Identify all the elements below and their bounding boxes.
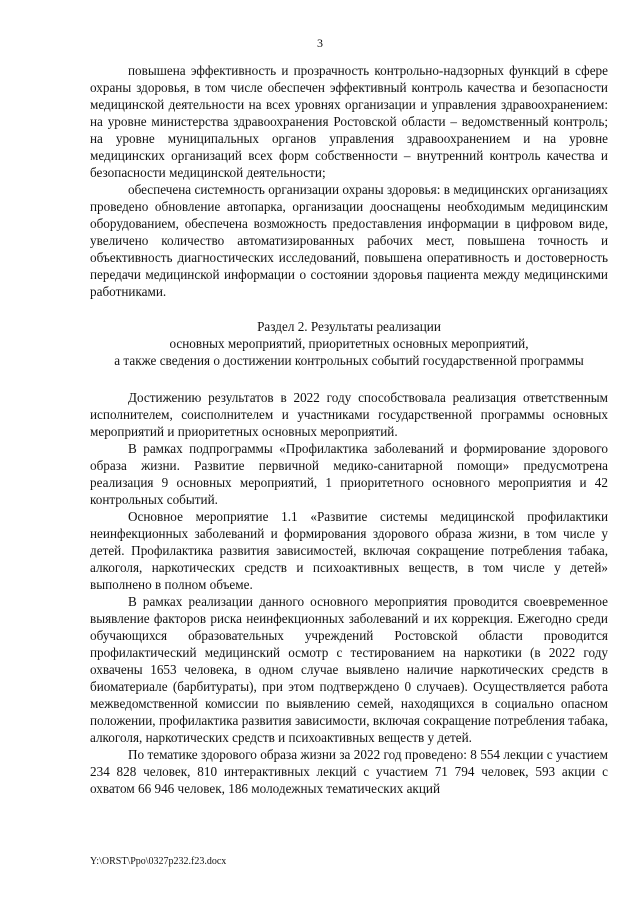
paragraph: Основное мероприятие 1.1 «Развитие системы медицинской профилактики неинфекционных заболеваний и формирования здорового образа жизни, в том числе у детей. Профилактика развития зависимостей, включая сокращение потребления табака, алкоголя, наркотических средств и психоактивных веществ, в том числе у детей» выполнено в полном объеме. bbox=[90, 509, 608, 592]
paragraph: обеспечена системность организации охраны здоровья: в медицинских организациях проведено обновление автопарка, организации дооснащены необходимым медицинским оборудованием, обеспечена возможность предоставления информации в цифровом виде, увеличено количество автоматизированных рабочих мест, повышена точность и объективность диагностических исследований, повышена оперативность и достоверность передачи медицинской информации о состоянии здоровья пациента между медицинскими работниками. bbox=[90, 182, 608, 299]
section-heading bbox=[90, 318, 608, 369]
paragraph: повышена эффективность и прозрачность контрольно-надзорных функций в сфере охраны здоровья, в том числе обеспечен эффективный контроль качества и безопасности медицинской деятельности на всех уровнях организации и управления здравоохранением: на уровне министерства здравоохранения Ростовской области – ведомственный контроль; на уровне муниципальных органов управления здравоохранением и на уровне медицинских организаций всех форм собственности – внутренний контроль качества и безопасности медицинской деятельности; bbox=[90, 63, 608, 180]
paragraph: Достижению результатов в 2022 году способствовала реализация ответственным исполнителем, соисполнителем и участниками государственной программы основных мероприятий и приоритетных основных мероприятий. bbox=[90, 390, 608, 439]
paragraph: По тематике здорового образа жизни за 2022 год проведено: 8 554 лекции с участием 234 828 человек, 810 интерактивных лекций с участием 71 794 человек, 593 акции с охватом 66 946 человек, 186 молодежных тематических акций bbox=[90, 747, 608, 796]
page-number: 3 bbox=[317, 36, 323, 50]
section-heading-line: а также сведения о достижении контрольных событий государственной программы bbox=[114, 353, 584, 368]
section-heading-line: Раздел 2. Результаты реализации bbox=[257, 319, 441, 334]
document-body bbox=[90, 62, 608, 797]
paragraph: В рамках подпрограммы «Профилактика заболеваний и формирование здорового образа жизни. Развитие первичной медико-санитарной помощи» предусмотрена реализация 9 основных мероприятий, 1 приоритетного основного мероприятия и 42 контрольных событий. bbox=[90, 441, 608, 507]
paragraph: В рамках реализации данного основного мероприятия проводится своевременное выявление факторов риска неинфекционных заболеваний и их коррекция. Ежегодно среди обучающихся образовательных учреждений Ростовской области проводится профилактический медицинский осмотр с тестированием на наркотики (в 2022 году охвачены 1653 человека, в одном случае выявлено наличие наркотических средств в биоматериале (барбитураты), при этом подтверждено 0 случаев). Осуществляется работа межведомственной комиссии по выявлению семей, находящихся в социально опасном положении, профилактика развития зависимости, включая сокращение потребления табака, алкоголя, наркотических средств и психоактивных веществ у детей. bbox=[90, 594, 608, 745]
section-heading-line: основных мероприятий, приоритетных основных мероприятий, bbox=[169, 336, 529, 351]
footer-file-path: Y:\ORST\Ppo\0327p232.f23.docx bbox=[90, 856, 227, 867]
